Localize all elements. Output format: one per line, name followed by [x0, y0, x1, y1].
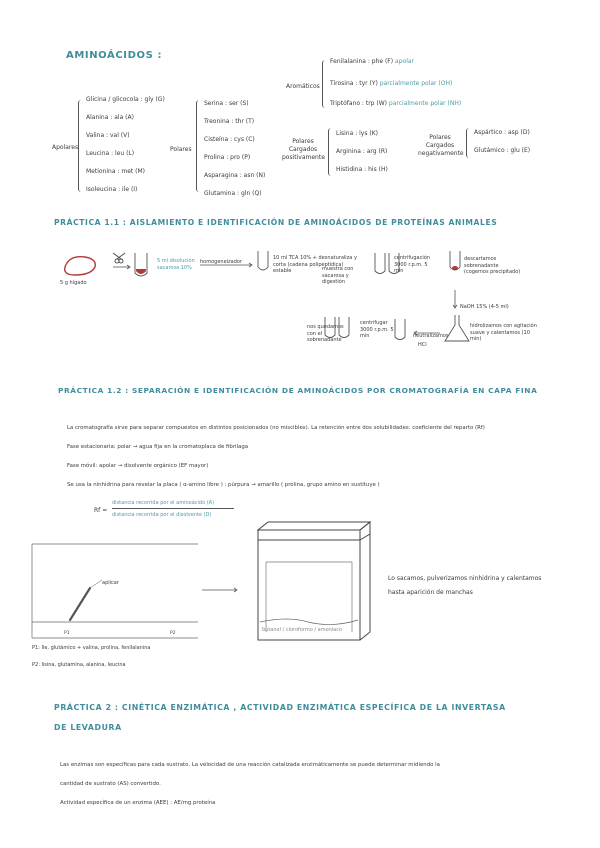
chamber-lid-side — [360, 522, 370, 540]
section-title-practica-2-line-2: DE LEVADURA — [54, 723, 122, 732]
aa-name: Fenilalanina : phe (F) — [330, 58, 394, 65]
p1-mark: P1 — [64, 631, 70, 636]
aa-item: Glutamina : gln (Q) — [204, 190, 262, 197]
rf-fraction-bar — [112, 508, 234, 509]
aa-item: Alanina : ala (A) — [86, 114, 134, 121]
aa-item: Serina : ser (S) — [204, 100, 249, 107]
rf-label: Rf = — [94, 507, 108, 514]
ninhidrina-note: Lo sacamos, pulverizamos ninhidrina y calentamos hasta aparición de manchas — [388, 575, 542, 596]
aa-name: Triptófano : trp (W) — [330, 100, 387, 107]
text-line: La cromatografía sirve para separar compuestos en distintos posicionados (no miscibles). La retención entre dos solubilidades: coeficiente del reparto (Rf) — [67, 425, 485, 431]
digestion-label: muestra con sacarosa y digestión — [322, 266, 354, 285]
positivos-label: Polares Cargados positivamente — [282, 138, 325, 161]
text-line: Fase móvil: apolar → disolvente orgánico (EF mayor) — [67, 463, 209, 469]
aromatico-item — [330, 100, 461, 107]
aa-item: Asparagina : asn (N) — [204, 172, 266, 179]
rf-numerator: distancia recorrida por el aminoácido (A) — [112, 500, 215, 506]
chamber-lid-front — [258, 530, 360, 540]
text-line: Se usa la ninhidrina para revelar la placa ( α-amino libre ) : púrpura → amarillo ( prolina, grupo amino en sustituye ) — [67, 482, 380, 488]
section-title-aminoacidos: AMINOÁCIDOS : — [66, 50, 163, 61]
aa-note: apolar — [395, 58, 414, 65]
tube-icon — [258, 251, 268, 270]
aa-item: Treonina : thr (T) — [204, 118, 255, 125]
neutralizamos-label: neutralizamos — [413, 333, 449, 339]
higado-label: 5 g hígado — [60, 280, 87, 286]
aa-item: Metionina : met (M) — [86, 168, 145, 175]
text-line: Fase estacionaria: polar → agua fija en la cromatoplaca de fibrilaga — [67, 444, 249, 450]
apolares-list — [86, 91, 165, 199]
aromatico-item — [330, 80, 452, 87]
p2-mark: P2 — [170, 631, 176, 636]
apolares-label: Apolares — [52, 144, 79, 151]
tlc-plate-figure — [30, 540, 200, 640]
text-line: Actividad específica de un enzima (AEE) : AE/mg proteína — [60, 800, 216, 806]
text-line: cantidad de sustrato (AS) convertido. — [60, 781, 161, 787]
p2-description: P2: lisina, glutamina, alanina, leucina — [32, 662, 126, 668]
aa-item: Valina : val (V) — [86, 132, 130, 139]
tube-icon — [375, 253, 385, 274]
homogeneizador-label: homogeneizador — [200, 259, 243, 265]
tlc-arrow — [200, 585, 240, 595]
rf-denominator: distancia recorrida por el disolvente (D) — [112, 512, 212, 518]
scissors-icon — [113, 253, 125, 263]
centrifugacion-2-label: centrifugar 3000 r.p.m. 5 min — [360, 320, 394, 339]
aa-item: Glutámico : glu (E) — [474, 147, 531, 154]
practica-2-text — [60, 756, 440, 813]
aromatico-item — [330, 58, 414, 65]
polares-list — [204, 95, 265, 203]
pellet-icon — [452, 266, 458, 270]
polares-label: Polares — [170, 146, 192, 153]
p1-description: P1: Ile, glutámico + valina, prolina, fenilalanina — [32, 645, 151, 651]
negativos-label: Polares Cargados negativamente — [418, 134, 464, 157]
sobrenadante-label: nos quedamos con el sobrenadante — [307, 324, 344, 343]
negativos-brace — [466, 128, 472, 158]
aa-item: Isoleucina : ile (I) — [86, 186, 138, 193]
aa-item: Aspártico : asp (D) — [474, 129, 530, 136]
aa-item: Arginina : arg (R) — [336, 148, 388, 155]
aromaticos-label: Aromáticos — [286, 83, 320, 90]
naoh-label: NaOH 15% (4-5 ml) — [460, 304, 509, 310]
section-title-practica-1-1: PRÁCTICA 1.1 : AISLAMIENTO E IDENTIFICACIÓN DE AMINOÁCIDOS DE PROTEÍNAS ANIMALES — [54, 218, 498, 227]
practica-1-2-text — [67, 419, 485, 495]
liver-icon — [65, 257, 96, 275]
chamber-body — [258, 540, 360, 640]
aa-note: parcialmente polar (OH) — [379, 80, 453, 87]
aa-item: Histidina : his (H) — [336, 166, 388, 173]
section-title-practica-2: PRÁCTICA 2 : CINÉTICA ENZIMÁTICA , ACTIVIDAD ENZIMÁTICA ESPECÍFICA DE LA INVERTASA — [54, 703, 506, 712]
hidrolisis-label: hidrolizamos con agitación suave y calentamos (10 min) — [470, 323, 537, 342]
pointer-line — [90, 580, 102, 588]
solvent-surface — [260, 619, 358, 625]
sacarosa-label: 5 ml disolución sacarosa 10% — [157, 258, 195, 271]
centrifugacion-1-label: centrifugación 3000 r.p.m. 5 min — [394, 255, 430, 274]
descartamos-label: descartamos sobrenadante (cogemos precipitado) — [464, 256, 521, 275]
text-line: Las enzimas son específicas para cada sustrato. La velocidad de una reacción catalizada enzimáticamente se puede determinar midiendo la — [60, 762, 440, 768]
aa-item: Prolina : pro (P) — [204, 154, 251, 161]
chamber-lid — [258, 522, 370, 530]
apolares-brace — [78, 100, 84, 192]
aa-item: Glicina / glicocola : gly (G) — [86, 96, 165, 103]
aa-name: Tirosina : tyr (Y) — [330, 80, 378, 87]
aplicar-label: aplicar — [102, 580, 119, 586]
negativos-list — [474, 124, 530, 160]
aa-item: Lisina : lys (K) — [336, 130, 378, 137]
aa-item: Leucina : leu (L) — [86, 150, 135, 157]
polares-brace — [196, 100, 202, 192]
hcl-label: HCl — [418, 342, 427, 348]
positivos-brace — [328, 128, 334, 176]
section-title-practica-1-2: PRÁCTICA 1.2 : SEPARACIÓN E IDENTIFICACIÓN DE AMINOÁCIDOS POR CROMATOGRAFÍA EN CAPA FINA — [58, 386, 538, 395]
chamber-bottom-edge — [360, 632, 370, 640]
aa-note: parcialmente polar (NH) — [388, 100, 462, 107]
positivos-list — [336, 125, 388, 179]
aromaticos-brace — [322, 60, 328, 108]
capillary-icon — [70, 588, 90, 620]
tca-step-label: 10 ml TCA 10% + desnaturaliza y corta (cadena polipeptídica) estable — [273, 255, 357, 274]
tissue-icon — [136, 269, 146, 274]
tlc-chamber-figure — [248, 520, 376, 644]
aa-item: Cisteína : cys (C) — [204, 136, 255, 143]
chamber-solvent-label: butanol / cloroformo / amoníaco — [262, 627, 343, 633]
